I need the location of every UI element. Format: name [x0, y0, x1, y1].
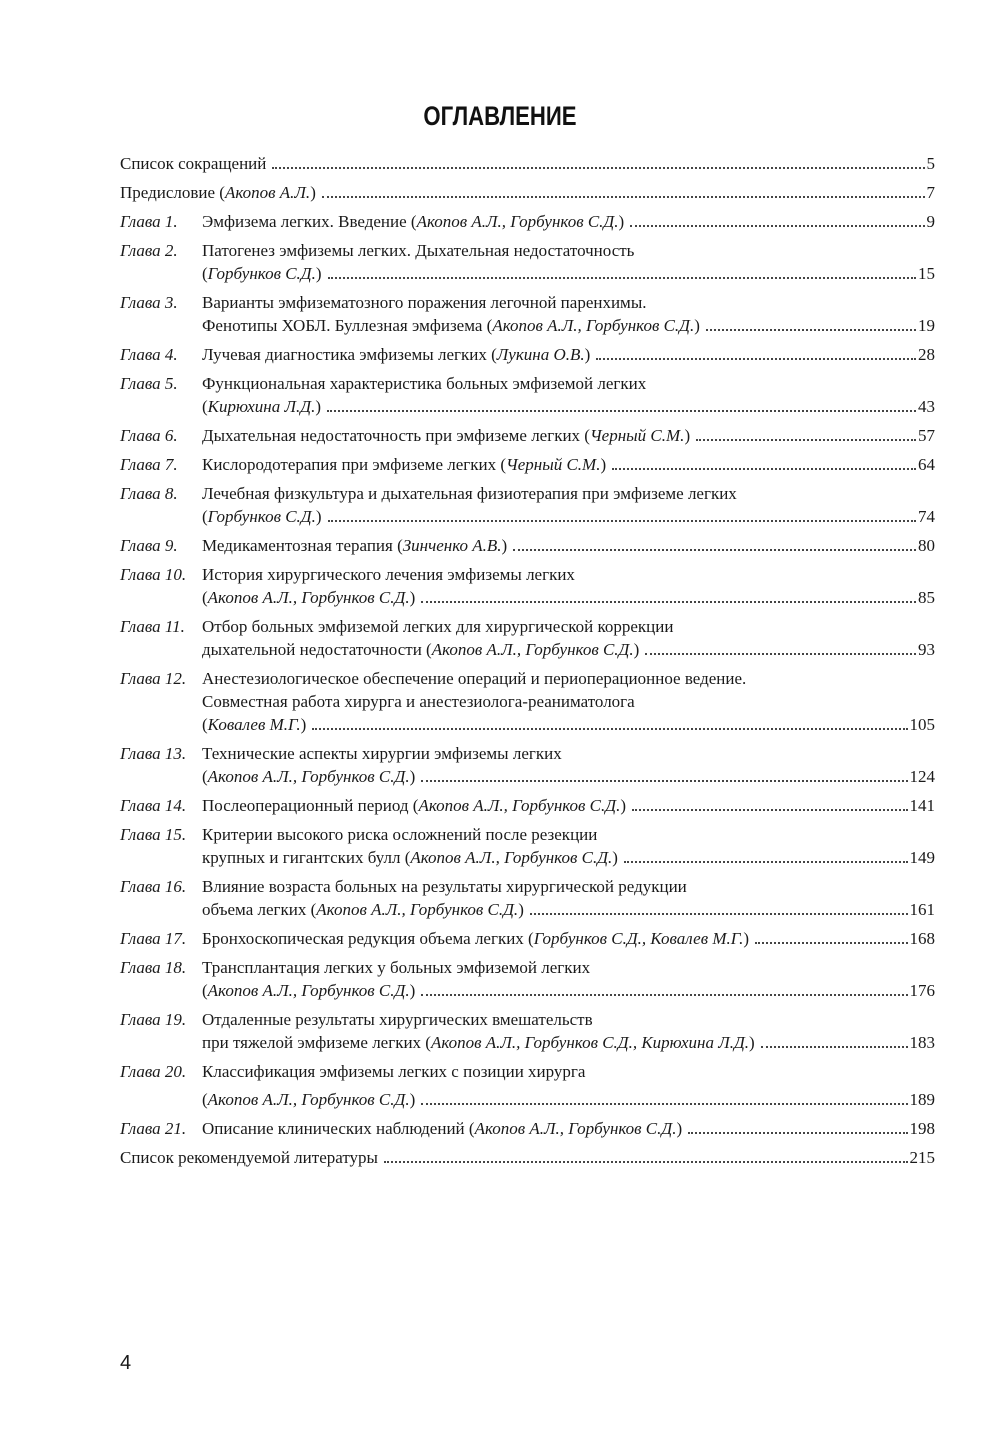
author-name: Акопов А.Л.: [224, 183, 311, 202]
title-text: Влияние возраста больных на результаты хирургической редукции: [202, 877, 687, 896]
title-text: (: [202, 715, 208, 734]
title-text: Лучевая диагностика эмфиземы легких (: [202, 345, 497, 364]
chapter-label: Глава 20.: [120, 1062, 187, 1081]
author-name: Акопов А.Л., Горбунков С.Д.: [410, 848, 613, 867]
entry-text: [202, 1008, 593, 1031]
entry-text: [202, 615, 673, 638]
entry-line: [202, 262, 935, 285]
chapter-label: Глава 5.: [120, 374, 178, 393]
entry-lines: [202, 615, 935, 661]
entry-text: [202, 563, 575, 586]
page-ref: 9: [926, 212, 935, 231]
entry-line: [202, 667, 935, 690]
toc-entry[interactable]: [120, 823, 935, 869]
entry-text: [120, 1146, 378, 1169]
entry-line: [202, 482, 935, 505]
page-ref: 57: [918, 426, 935, 445]
toc-entry[interactable]: [120, 152, 935, 175]
chapter-label: Глава 1.: [120, 212, 178, 231]
entry-lines: [202, 534, 935, 557]
title-text: ): [620, 796, 627, 815]
author-name: Акопов А.Л., Горбунков С.Д.: [474, 1119, 677, 1138]
entry-text: [202, 1117, 682, 1140]
dot-leader: [421, 979, 907, 996]
entry-text: [202, 210, 624, 233]
page-ref: 176: [909, 981, 935, 1000]
author-name: Акопов А.Л., Горбунков С.Д.: [207, 767, 410, 786]
title-text: ): [315, 264, 322, 283]
title-text: (: [202, 1090, 208, 1109]
page-ref: 124: [909, 767, 935, 786]
entry-line: [202, 291, 935, 314]
title-text: (: [202, 767, 208, 786]
entry-text: [202, 765, 415, 788]
page-ref: 215: [909, 1148, 935, 1167]
entry-line: [202, 713, 935, 736]
entry-line: [202, 1008, 935, 1031]
entry-text: [202, 424, 690, 447]
author-name: Горбунков С.Д.: [207, 507, 316, 526]
page-ref: 93: [918, 640, 935, 659]
author-name: Акопов А.Л., Горбунков С.Д.: [418, 796, 621, 815]
entry-lines: [120, 1146, 935, 1169]
page-ref: 80: [918, 536, 935, 555]
entry-line: [202, 898, 935, 921]
chapter-label: Глава 12.: [120, 669, 187, 688]
author-name: Лукина О.В.: [496, 345, 585, 364]
title-text: ): [684, 426, 691, 445]
entry-text: [202, 956, 590, 979]
page-ref: 43: [918, 397, 935, 416]
entry-line: [202, 846, 935, 869]
dot-leader: [328, 505, 916, 522]
dot-leader: [421, 586, 916, 603]
entry-text: [202, 343, 590, 366]
page-ref: 64: [918, 455, 935, 474]
entry-lines: [202, 794, 935, 817]
dot-leader: [312, 713, 907, 730]
toc-entry[interactable]: [120, 453, 935, 476]
title-text: при тяжелой эмфиземе легких (: [202, 1033, 431, 1052]
entry-line: [202, 534, 935, 557]
title-text: Описание клинических наблюдений (: [202, 1119, 475, 1138]
entry-text: [202, 927, 749, 950]
toc-entry[interactable]: [120, 1008, 935, 1054]
entry-lines: [202, 291, 935, 337]
entry-lines: [202, 563, 935, 609]
entry-line: [202, 372, 935, 395]
title-text: ): [409, 588, 416, 607]
page-ref: 105: [909, 715, 935, 734]
page-ref: 183: [909, 1033, 935, 1052]
page-ref: 168: [909, 929, 935, 948]
dot-leader: [596, 343, 916, 360]
author-name: Акопов А.Л., Горбунков С.Д., Кирюхина Л.Д.: [430, 1033, 750, 1052]
page-ref: 141: [909, 796, 935, 815]
entry-text: [202, 453, 606, 476]
dot-leader: [322, 181, 925, 198]
title-text: крупных и гигантских булл (: [202, 848, 411, 867]
entry-line: [202, 314, 935, 337]
title-text: Предисловие (: [120, 183, 225, 202]
chapter-label: Глава 21.: [120, 1119, 187, 1138]
entry-line: [202, 343, 935, 366]
author-name: Горбунков С.Д., Ковалев М.Г.: [533, 929, 744, 948]
entry-line: [120, 181, 935, 204]
entry-lines: [120, 152, 935, 175]
title-text: ): [501, 536, 508, 555]
toc-entry[interactable]: [120, 563, 935, 609]
page-ref: 85: [918, 588, 935, 607]
title-text: ): [518, 900, 524, 919]
title-text: ): [315, 507, 322, 526]
title-text: Критерии высокого риска осложнений после резекции: [202, 825, 598, 844]
title-text: Совместная работа хирурга и анестезиолога-реаниматолога: [202, 692, 635, 711]
entry-lines: [202, 927, 935, 950]
title-text: Варианты эмфизематозного поражения легочной паренхимы.: [202, 293, 647, 312]
author-name: Акопов А.Л., Горбунков С.Д.: [416, 212, 619, 231]
entry-line: [202, 638, 935, 661]
page-title: ОГЛАВЛЕНИЕ: [423, 101, 577, 131]
toc-entry[interactable]: [120, 956, 935, 1002]
entry-line: [202, 875, 935, 898]
entry-lines: [202, 875, 935, 921]
toc-entry[interactable]: [120, 875, 935, 921]
dot-leader: [384, 1146, 908, 1163]
title-text: ): [310, 183, 316, 202]
entry-lines: [202, 956, 935, 1002]
title-text: ): [612, 848, 618, 867]
title-text: Список сокращений: [120, 154, 267, 173]
toc-entry[interactable]: [120, 482, 935, 528]
dot-leader: [513, 534, 916, 551]
title-text: Бронхоскопическая редукция объема легких (: [202, 929, 534, 948]
dot-leader: [630, 210, 924, 227]
entry-line: [202, 1031, 935, 1054]
entry-text: [202, 898, 524, 921]
entry-line: [202, 1060, 935, 1083]
entry-line: [202, 927, 935, 950]
title-text: Технические аспекты хирургии эмфиземы легких: [202, 744, 562, 763]
chapter-label: Глава 14.: [120, 796, 187, 815]
title-text: Функциональная характеристика больных эмфиземой легких: [202, 374, 647, 393]
title-text: ): [600, 455, 607, 474]
title-text: Дыхательная недостаточность при эмфиземе легких (: [202, 426, 590, 445]
dot-leader: [632, 794, 907, 811]
entry-text: [202, 742, 562, 765]
toc-entry[interactable]: [120, 742, 935, 788]
title-text: ): [315, 397, 321, 416]
page-ref: 15: [918, 264, 935, 283]
entry-text: [202, 372, 646, 395]
entry-lines: [202, 239, 935, 285]
entry-lines: [202, 1117, 935, 1140]
entry-line: [202, 956, 935, 979]
author-name: Черный С.М.: [506, 455, 601, 474]
page-ref: 198: [909, 1119, 935, 1138]
toc-entry[interactable]: [120, 181, 935, 204]
title-text: Трансплантация легких у больных эмфиземой легких: [202, 958, 591, 977]
dot-leader: [328, 262, 916, 279]
dot-leader: [612, 453, 916, 470]
chapter-label: Глава 3.: [120, 293, 178, 312]
title-text: ): [300, 715, 307, 734]
toc-entry[interactable]: [120, 372, 935, 418]
entry-text: [202, 395, 321, 418]
author-name: Акопов А.Л., Горбунков С.Д.: [431, 640, 634, 659]
entry-text: [120, 152, 266, 175]
chapter-label: Глава 9.: [120, 536, 178, 555]
chapter-label: Глава 13.: [120, 744, 187, 763]
chapter-label: Глава 7.: [120, 455, 178, 474]
title-text: Кислородотерапия при эмфиземе легких (: [202, 455, 507, 474]
author-name: Горбунков С.Д.: [207, 264, 316, 283]
title-text: Фенотипы ХОБЛ. Буллезная эмфизема (: [202, 316, 493, 335]
title-text: Медикаментозная терапия (: [202, 536, 403, 555]
entry-line: [202, 395, 935, 418]
entry-line: [120, 152, 935, 175]
page-ref: 5: [926, 154, 935, 173]
chapter-label: Глава 6.: [120, 426, 178, 445]
chapter-label: Глава 19.: [120, 1010, 187, 1029]
title-text: ): [633, 640, 640, 659]
chapter-label: Глава 11.: [120, 617, 185, 636]
entry-text: [202, 586, 415, 609]
title-text: ): [409, 981, 416, 1000]
author-name: Акопов А.Л., Горбунков С.Д.: [492, 316, 695, 335]
chapter-label: Глава 10.: [120, 565, 187, 584]
entry-line: [202, 586, 935, 609]
title-text: Послеоперационный период (: [202, 796, 419, 815]
chapter-label: Глава 4.: [120, 345, 178, 364]
page-number: 4: [120, 1352, 132, 1374]
entry-lines: [120, 181, 935, 204]
entry-lines: [202, 372, 935, 418]
title-text: ): [694, 316, 700, 335]
entry-line: [202, 453, 935, 476]
chapter-label: Глава 17.: [120, 929, 187, 948]
toc-entry[interactable]: [120, 239, 935, 285]
entry-line: [202, 823, 935, 846]
entry-text: [202, 667, 746, 690]
chapter-label: Глава 2.: [120, 241, 178, 260]
dot-leader: [530, 898, 908, 915]
entry-text: [202, 262, 322, 285]
toc-entry[interactable]: [120, 794, 935, 817]
entry-text: [202, 979, 415, 1002]
entry-line: [202, 424, 935, 447]
page-ref: 149: [909, 848, 935, 867]
chapter-label: Глава 15.: [120, 825, 187, 844]
title-text: ): [676, 1119, 683, 1138]
title-text: Лечебная физкультура и дыхательная физиотерапия при эмфиземе легких: [202, 484, 737, 503]
author-name: Ковалев М.Г.: [207, 715, 301, 734]
chapter-label: Глава 18.: [120, 958, 187, 977]
entry-text: [202, 505, 322, 528]
entry-line: [202, 505, 935, 528]
entry-lines: [202, 667, 935, 736]
title-text: (: [202, 397, 208, 416]
title-text: ): [618, 212, 625, 231]
toc-entry[interactable]: [120, 927, 935, 950]
page-ref: 161: [909, 900, 935, 919]
entry-text: [202, 314, 700, 337]
entry-text: [202, 1060, 585, 1083]
entry-line: [202, 615, 935, 638]
entry-text: [202, 690, 635, 713]
dot-leader: [696, 424, 916, 441]
entry-lines: [202, 482, 935, 528]
entry-text: [202, 1088, 415, 1111]
entry-line: [202, 765, 935, 788]
entry-lines: [202, 742, 935, 788]
title-text: дыхательной недостаточности (: [202, 640, 432, 659]
chapter-label: Глава 16.: [120, 877, 187, 896]
entry-text: [202, 482, 737, 505]
title-text: (: [202, 588, 208, 607]
entry-text: [202, 638, 639, 661]
page-ref: 19: [918, 316, 935, 335]
chapter-label: Глава 8.: [120, 484, 178, 503]
entry-text: [202, 291, 647, 314]
title-text: История хирургического лечения эмфиземы легких: [202, 565, 575, 584]
toc-entry[interactable]: [120, 424, 935, 447]
author-name: Акопов А.Л., Горбунков С.Д.: [207, 588, 410, 607]
entry-lines: [202, 210, 935, 233]
entry-text: [202, 713, 306, 736]
entry-lines: [202, 823, 935, 869]
title-text: Список рекомендуемой литературы: [120, 1148, 378, 1167]
entry-lines: [202, 343, 935, 366]
page-ref: 28: [918, 345, 935, 364]
entry-lines: [202, 1008, 935, 1054]
author-name: Черный С.М.: [589, 426, 685, 445]
page-ref: 189: [909, 1090, 935, 1109]
entry-line: [202, 794, 935, 817]
author-name: Акопов А.Л., Горбунков С.Д.: [207, 981, 410, 1000]
entry-lines: [202, 1060, 935, 1111]
toc-entry[interactable]: [120, 343, 935, 366]
page-ref: 7: [926, 183, 935, 202]
toc-entry[interactable]: [120, 291, 935, 337]
entry-line: [202, 239, 935, 262]
title-text: ): [743, 929, 750, 948]
title-text: (: [202, 264, 208, 283]
toc-entry[interactable]: [120, 667, 935, 736]
author-name: Акопов А.Л., Горбунков С.Д.: [316, 900, 519, 919]
entry-lines: [202, 453, 935, 476]
author-name: Зинченко А.В.: [402, 536, 502, 555]
dot-leader: [688, 1117, 907, 1134]
dot-leader: [761, 1031, 908, 1048]
dot-leader: [421, 765, 907, 782]
entry-text: [202, 875, 687, 898]
title-text: ): [584, 345, 591, 364]
entry-line: [202, 563, 935, 586]
entry-text: [202, 823, 597, 846]
title-text: объема легких (: [202, 900, 317, 919]
entry-text: [202, 846, 618, 869]
title-text: Эмфизема легких. Введение (: [202, 212, 417, 231]
title-text: ): [409, 1090, 416, 1109]
entry-text: [202, 239, 634, 262]
page-ref: 74: [918, 507, 935, 526]
toc-entry[interactable]: [120, 210, 935, 233]
title-text: Анестезиологическое обеспечение операций и периоперационное ведение.: [202, 669, 747, 688]
toc-entry[interactable]: [120, 534, 935, 557]
dot-leader: [272, 152, 924, 169]
entry-text: [202, 1031, 755, 1054]
author-name: Кирюхина Л.Д.: [207, 397, 316, 416]
table-of-contents: [120, 152, 935, 1175]
dot-leader: [327, 395, 916, 412]
title-text: Отдаленные результаты хирургических вмешательств: [202, 1010, 593, 1029]
dot-leader: [645, 638, 916, 655]
title-text: Классификация эмфиземы легких с позиции хирурга: [202, 1062, 586, 1081]
toc-entry[interactable]: [120, 1117, 935, 1140]
author-name: Акопов А.Л., Горбунков С.Д.: [207, 1090, 410, 1109]
toc-entry[interactable]: [120, 1146, 935, 1169]
entry-text: [120, 181, 316, 204]
toc-entry[interactable]: [120, 615, 935, 661]
entry-line: [202, 210, 935, 233]
title-text: ): [409, 767, 416, 786]
title-text: Отбор больных эмфиземой легких для хирургической коррекции: [202, 617, 674, 636]
dot-leader: [706, 314, 916, 331]
dot-leader: [421, 1088, 907, 1105]
entry-line: [202, 979, 935, 1002]
title-text: (: [202, 981, 208, 1000]
entry-text: [202, 534, 507, 557]
toc-entry[interactable]: [120, 1060, 935, 1111]
dot-leader: [755, 927, 907, 944]
entry-line: [202, 1117, 935, 1140]
entry-line: [120, 1146, 935, 1169]
entry-line: [202, 690, 935, 713]
title-text: Патогенез эмфиземы легких. Дыхательная недостаточность: [202, 241, 635, 260]
title-text: ): [749, 1033, 755, 1052]
entry-line: [202, 1088, 935, 1111]
entry-line: [202, 742, 935, 765]
entry-lines: [202, 424, 935, 447]
entry-text: [202, 794, 626, 817]
title-text: (: [202, 507, 208, 526]
dot-leader: [624, 846, 908, 863]
